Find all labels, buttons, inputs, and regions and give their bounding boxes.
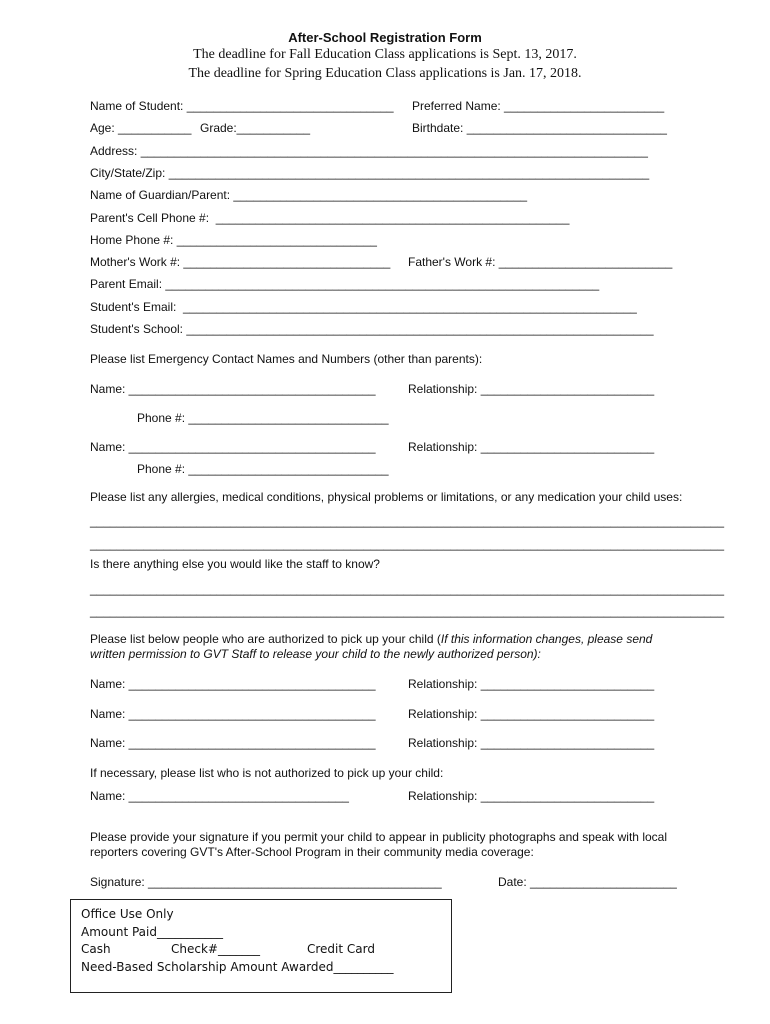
emergency-contacts-prompt: Please list Emergency Contact Names and Numbers (other than parents): [90,352,483,366]
date-field[interactable]: Date: ______________________ [498,875,677,889]
address-field[interactable]: Address: ____________________________________________________________________________ [90,144,648,158]
cash-option[interactable]: Cash [81,942,111,956]
form-title: After-School Registration Form [288,30,482,45]
office-use-heading: Office Use Only [81,907,174,921]
office-use-box [70,899,452,993]
pickup-relationship-1-field[interactable]: Relationship: __________________________ [408,677,655,691]
publicity-consent-text-continued: reporters covering GVT's After-School Program in their community media coverage: [90,845,534,859]
grade-field[interactable]: Grade:___________ [200,121,311,135]
student-name-field[interactable]: Name of Student: _______________________________ [90,99,394,113]
credit-card-option[interactable]: Credit Card [307,942,375,956]
check-number-field[interactable]: Check#_______ [171,942,260,956]
emergency-relationship-2-field[interactable]: Relationship: __________________________ [408,440,655,454]
authorized-pickup-prompt-text: Please list below people who are authorized to pick up your child ( [90,632,441,646]
fathers-work-phone-field[interactable]: Father's Work #: __________________________ [408,255,673,269]
birthdate-field[interactable]: Birthdate: ______________________________ [412,121,667,135]
authorized-pickup-prompt [90,633,652,645]
emergency-phone-1-field[interactable]: Phone #: ______________________________ [137,411,389,425]
mothers-work-phone-field[interactable]: Mother's Work #: _______________________________ [90,255,391,269]
staff-notes-line-1[interactable]: _______________________________________________________________________________________________ [90,582,725,596]
home-phone-field[interactable]: Home Phone #: ______________________________ [90,233,377,247]
pickup-name-3-field[interactable]: Name: _____________________________________ [90,736,376,750]
parent-cell-phone-field[interactable]: Parent's Cell Phone #: _____________________________________________________ [90,211,570,225]
emergency-phone-2-field[interactable]: Phone #: ______________________________ [137,462,389,476]
preferred-name-field[interactable]: Preferred Name: ________________________ [412,99,665,113]
signature-field[interactable]: Signature: ____________________________________________ [90,875,442,889]
pickup-relationship-3-field[interactable]: Relationship: __________________________ [408,736,655,750]
fall-deadline: The deadline for Fall Education Class applications is Sept. 13, 2017. [193,47,577,62]
spring-deadline: The deadline for Spring Education Class applications is Jan. 17, 2018. [188,66,582,81]
not-authorized-name-field[interactable]: Name: _________________________________ [90,789,349,803]
amount-paid-field[interactable]: Amount Paid___________ [81,925,223,939]
medical-answer-line-2[interactable]: _______________________________________________________________________________________________ [90,537,725,551]
not-authorized-prompt: If necessary, please list who is not authorized to pick up your child: [90,766,444,780]
parent-email-field[interactable]: Parent Email: _________________________________________________________________ [90,277,600,291]
authorized-pickup-note-continued: written permission to GVT Staff to release your child to the newly authorized person): [90,647,541,661]
emergency-name-1-field[interactable]: Name: _____________________________________ [90,382,376,396]
authorized-pickup-note: If this information changes, please send [440,632,653,646]
not-authorized-relationship-field[interactable]: Relationship: __________________________ [408,789,655,803]
student-email-field[interactable]: Student's Email: ____________________________________________________________________ [90,300,637,314]
guardian-name-field[interactable]: Name of Guardian/Parent: ____________________________________________ [90,188,528,202]
staff-notes-prompt: Is there anything else you would like the staff to know? [90,557,380,571]
staff-notes-line-2[interactable]: _______________________________________________________________________________________________ [90,604,725,618]
publicity-consent-text: Please provide your signature if you permit your child to appear in publicity photographs and speak with local [90,830,667,844]
medical-conditions-prompt: Please list any allergies, medical conditions, physical problems or limitations, or any medication your child uses: [90,490,683,504]
scholarship-amount-field[interactable]: Need-Based Scholarship Amount Awarded__________ [81,960,394,974]
medical-answer-line-1[interactable]: _______________________________________________________________________________________________ [90,514,725,528]
pickup-name-1-field[interactable]: Name: _____________________________________ [90,677,376,691]
emergency-name-2-field[interactable]: Name: _____________________________________ [90,440,376,454]
age-field[interactable]: Age: ___________ [90,121,192,135]
city-state-zip-field[interactable]: City/State/Zip: ________________________________________________________________________ [90,166,650,180]
student-school-field[interactable]: Student's School: ______________________________________________________________________ [90,322,654,336]
pickup-relationship-2-field[interactable]: Relationship: __________________________ [408,707,655,721]
pickup-name-2-field[interactable]: Name: _____________________________________ [90,707,376,721]
emergency-relationship-1-field[interactable]: Relationship: __________________________ [408,382,655,396]
